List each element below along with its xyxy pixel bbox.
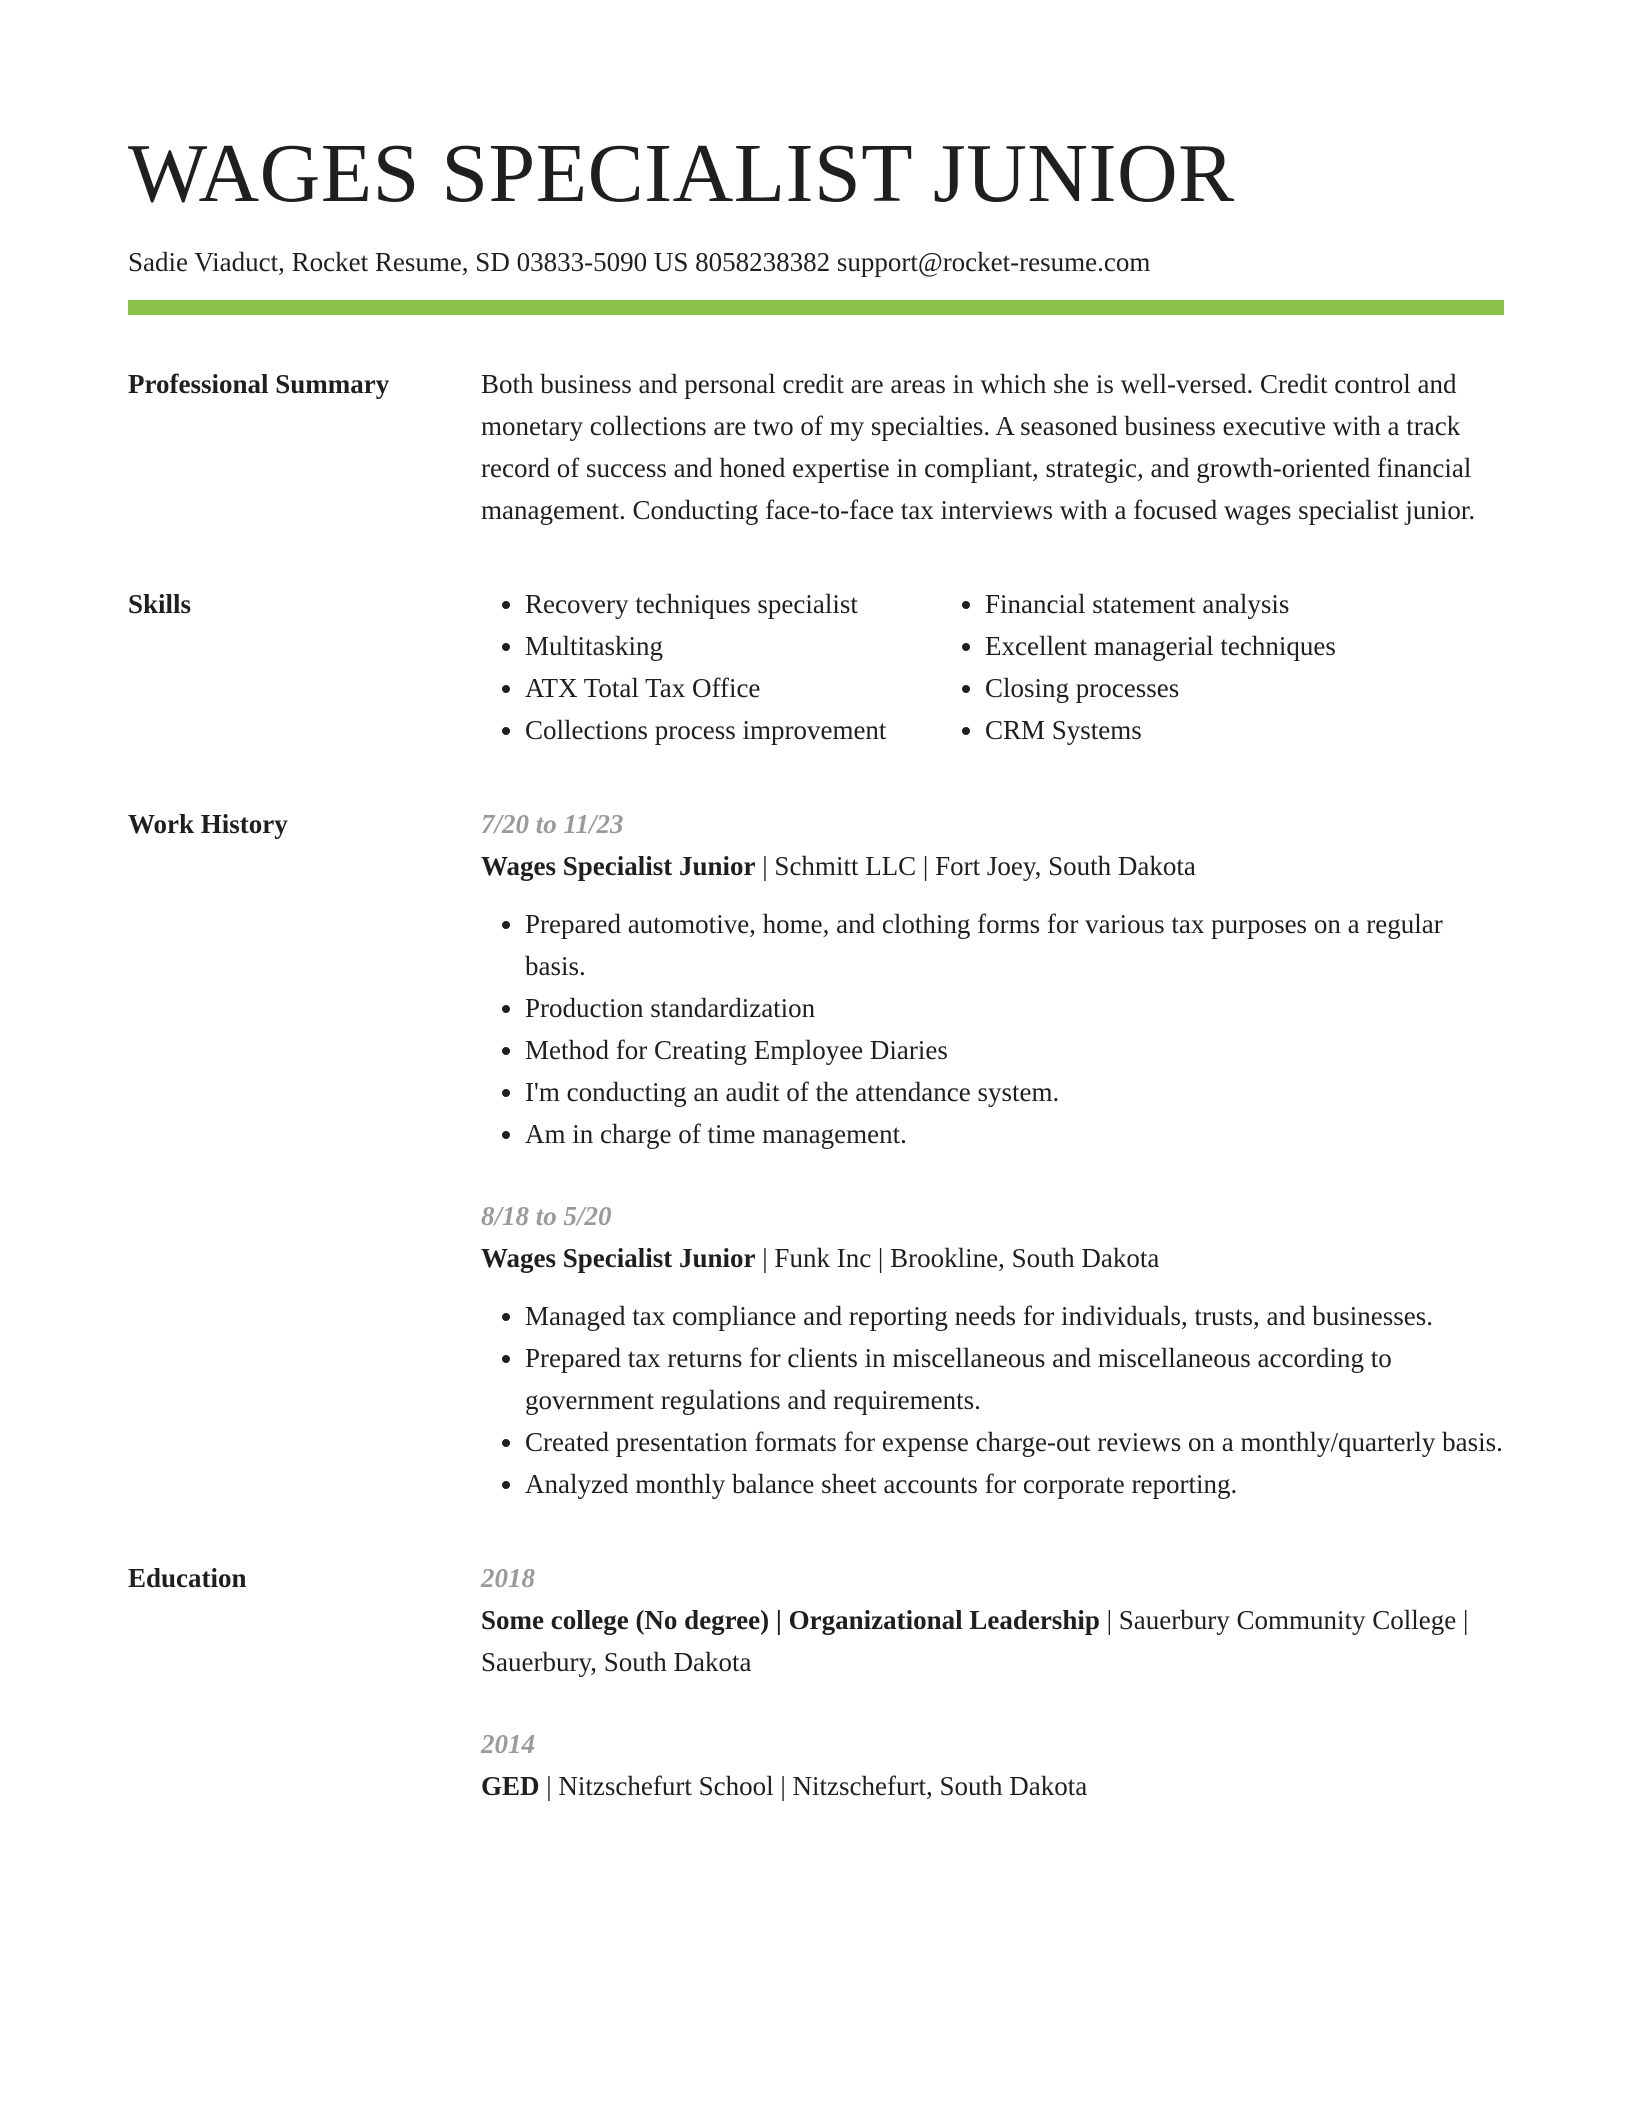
job-title: Wages Specialist Junior <box>481 851 756 882</box>
duty-item: • Production standardization <box>525 987 1504 1029</box>
section-label-summary: Professional Summary <box>128 369 390 400</box>
skill-item: • Recovery techniques specialist <box>525 583 941 625</box>
education-year: 2018 <box>481 1563 535 1594</box>
education-entry <box>481 1557 1504 1683</box>
skill-item: • Multitasking <box>525 625 941 667</box>
education-section <box>128 1557 1504 1807</box>
section-label-education: Education <box>128 1563 247 1594</box>
duty-item: • I'm conducting an audit of the attendance system. <box>525 1071 1504 1113</box>
skill-item: • CRM Systems <box>985 709 1336 751</box>
skill-item: • Closing processes <box>985 667 1336 709</box>
job-employer: | Funk Inc | Brookline, South Dakota <box>755 1243 1160 1274</box>
resume-title: WAGES SPECIALIST JUNIOR <box>128 127 1235 220</box>
job-role-line <box>481 1237 1504 1279</box>
job-entry <box>481 1195 1504 1505</box>
duty-item: • Created presentation formats for expense charge-out reviews on a monthly/quarterly basis. <box>525 1421 1504 1463</box>
education-degree: Some college (No degree) | Organizational Leadership <box>481 1605 1100 1636</box>
work-history-section <box>128 803 1504 1505</box>
duty-item: • Managed tax compliance and reporting needs for individuals, trusts, and businesses. <box>525 1295 1504 1337</box>
education-entry <box>481 1723 1504 1807</box>
summary-text: Both business and personal credit are areas in which she is well-versed. Credit control and monetary collections are two of my specialties. A seasoned business executive with a track record of success and honed expertise in compliant, strategic, and growth-oriented financial management. Conducting face-to-face tax interviews with a focused wages specialist junior. <box>481 369 1476 526</box>
skill-item: • Collections process improvement <box>525 709 941 751</box>
skill-item: • Excellent managerial techniques <box>985 625 1336 667</box>
duty-item: • Analyzed monthly balance sheet accounts for corporate reporting. <box>525 1463 1504 1505</box>
job-role-line <box>481 845 1504 887</box>
job-title: Wages Specialist Junior <box>481 1243 756 1274</box>
skills-section <box>128 583 1504 751</box>
accent-divider <box>128 300 1504 315</box>
education-degree: GED <box>481 1771 540 1802</box>
job-dates: 7/20 to 11/23 <box>481 809 624 840</box>
job-employer: | Schmitt LLC | Fort Joey, South Dakota <box>755 851 1196 882</box>
skill-item: • ATX Total Tax Office <box>525 667 941 709</box>
job-dates: 8/18 to 5/20 <box>481 1201 612 1232</box>
education-line <box>481 1599 1504 1683</box>
education-school: | Nitzschefurt School | Nitzschefurt, South Dakota <box>539 1771 1088 1802</box>
summary-section <box>128 363 1504 531</box>
contact-line: Sadie Viaduct, Rocket Resume, SD 03833-5090 US 8058238382 support@rocket-resume.com <box>128 247 1151 277</box>
duty-item: • Prepared automotive, home, and clothing forms for various tax purposes on a regular basis. <box>525 903 1504 987</box>
education-line <box>481 1765 1504 1807</box>
duty-item: • Method for Creating Employee Diaries <box>525 1029 1504 1071</box>
job-duties <box>481 903 1504 1155</box>
skills-column-2 <box>941 583 1336 751</box>
education-school: | Sauerbury Community College | Sauerbury, South Dakota <box>481 1605 1469 1678</box>
section-label-work: Work History <box>128 809 288 840</box>
skills-column-1 <box>481 583 941 751</box>
section-label-skills: Skills <box>128 589 192 620</box>
skill-item: • Financial statement analysis <box>985 583 1336 625</box>
job-duties <box>481 1295 1504 1505</box>
duty-item: • Prepared tax returns for clients in miscellaneous and miscellaneous according to government regulations and requirements. <box>525 1337 1504 1421</box>
education-year: 2014 <box>481 1729 535 1760</box>
job-entry <box>481 803 1504 1155</box>
duty-item: • Am in charge of time management. <box>525 1113 1504 1155</box>
